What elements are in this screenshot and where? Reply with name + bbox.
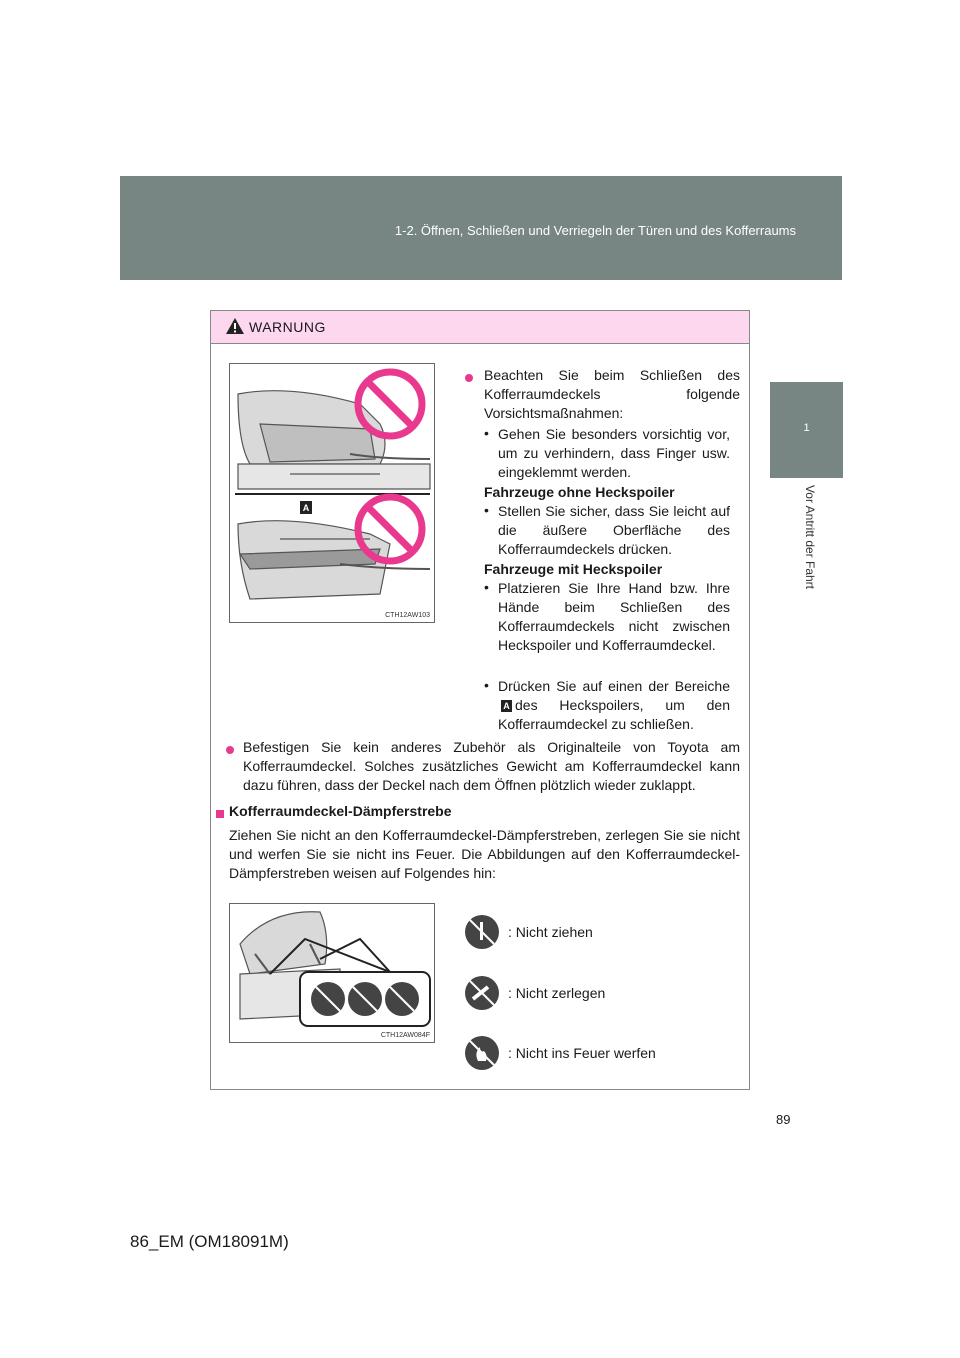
chapter-header: [120, 176, 842, 280]
page-number: 89: [776, 1112, 791, 1127]
no-disassemble-icon: [348, 982, 382, 1016]
section-square-icon: [216, 810, 224, 818]
warning-triangle-icon: [225, 317, 245, 335]
warning-header: [211, 311, 749, 344]
warning-item-fingers: Gehen Sie besonders vorsichtig vor, um zu verhindern, dass Finger usw. eingeklemmt werden.: [498, 426, 730, 480]
warning-bullet-accessories: Befestigen Sie kein anderes Zubehör als Originalteile von Toyota am Kofferraumdeckel. Solches zusätzliches Gewicht am Kofferraumdeckel kann dazu führen, dass der Deckel nach dem Öffnen plötzlich wieder zuklappt.: [243, 739, 740, 793]
item-with-spoiler-2-end: des Heckspoilers, um den Kofferraumdeckel zu schließen.: [498, 697, 730, 732]
no-disassemble-icon: [464, 975, 500, 1011]
bullet-dot: •: [484, 677, 489, 693]
heading-without-spoiler: Fahrzeuge ohne Heckspoiler: [484, 484, 675, 500]
legend-no-disassemble: [464, 975, 606, 1011]
section-text: Ziehen Sie nicht an den Kofferraumdeckel-Dämpferstreben, zerlegen Sie sie nicht und werfen Sie sie nicht ins Feuer. Die Abbildungen auf den Kofferraumdeckel-Dämpferstreben weisen auf Folgendes hin:: [229, 827, 740, 881]
chapter-side-label: [790, 470, 817, 610]
bullet-dot: •: [484, 425, 489, 441]
damper-strut-drawing: [230, 904, 434, 1042]
warning-bullet-1-intro: Beachten Sie beim Schließen des Kofferraumdeckels folgende Vorsichtsmaßnahmen:: [484, 367, 740, 421]
heading-with-spoiler: Fahrzeuge mit Heckspoiler: [484, 561, 663, 577]
footer-manual-code: 86_EM (OM18091M): [130, 1232, 289, 1251]
chapter-tab: [770, 382, 843, 478]
item-without-spoiler: Stellen Sie sicher, dass Sie leicht auf die äußere Oberfläche des Kofferraumdeckels drücken.: [498, 503, 730, 557]
marker-a-badge: A: [501, 700, 512, 712]
item-with-spoiler-2: [498, 677, 730, 734]
bullet-icon: [465, 374, 473, 382]
trunk-illustration-drawing: [230, 364, 434, 622]
legend-label: : Nicht ziehen: [508, 924, 593, 940]
item-with-spoiler-2-start: Drücken Sie auf einen der Bereiche: [498, 678, 730, 694]
legend-no-fire: [464, 1035, 656, 1071]
no-pull-icon: [464, 914, 500, 950]
figure-code: CTH12AW103: [385, 612, 430, 619]
chapter-number: 1: [803, 422, 810, 434]
chapter-header-title: 1-2. Öffnen, Schließen und Verriegeln der Türen und des Kofferraums: [394, 223, 796, 238]
item-with-spoiler-1: Platzieren Sie Ihre Hand bzw. Ihre Hände beim Schließen des Kofferraumdeckels nicht zwischen Heckspoiler und Kofferraumdeckel.: [498, 580, 730, 653]
bullet-dot: •: [484, 579, 489, 595]
section-title: Kofferraumdeckel-Dämpferstrebe: [229, 803, 452, 819]
trunk-closing-illustration: [229, 363, 435, 623]
warning-title: WARNUNG: [249, 319, 326, 335]
legend-label: : Nicht ins Feuer werfen: [508, 1045, 656, 1061]
no-fire-icon: [464, 1035, 500, 1071]
marker-a-label: A: [302, 503, 310, 513]
bullet-dot: •: [484, 502, 489, 518]
damper-strut-illustration: [229, 903, 435, 1043]
no-pull-icon: [311, 982, 345, 1016]
chapter-title: Vor Antritt der Fahrt: [803, 484, 817, 590]
bullet-icon: [226, 746, 234, 754]
legend-label: : Nicht zerlegen: [508, 985, 606, 1001]
figure-code: CTH12AW084F: [380, 1032, 430, 1039]
legend-no-pull: [464, 914, 593, 950]
no-fire-icon: [385, 982, 419, 1016]
